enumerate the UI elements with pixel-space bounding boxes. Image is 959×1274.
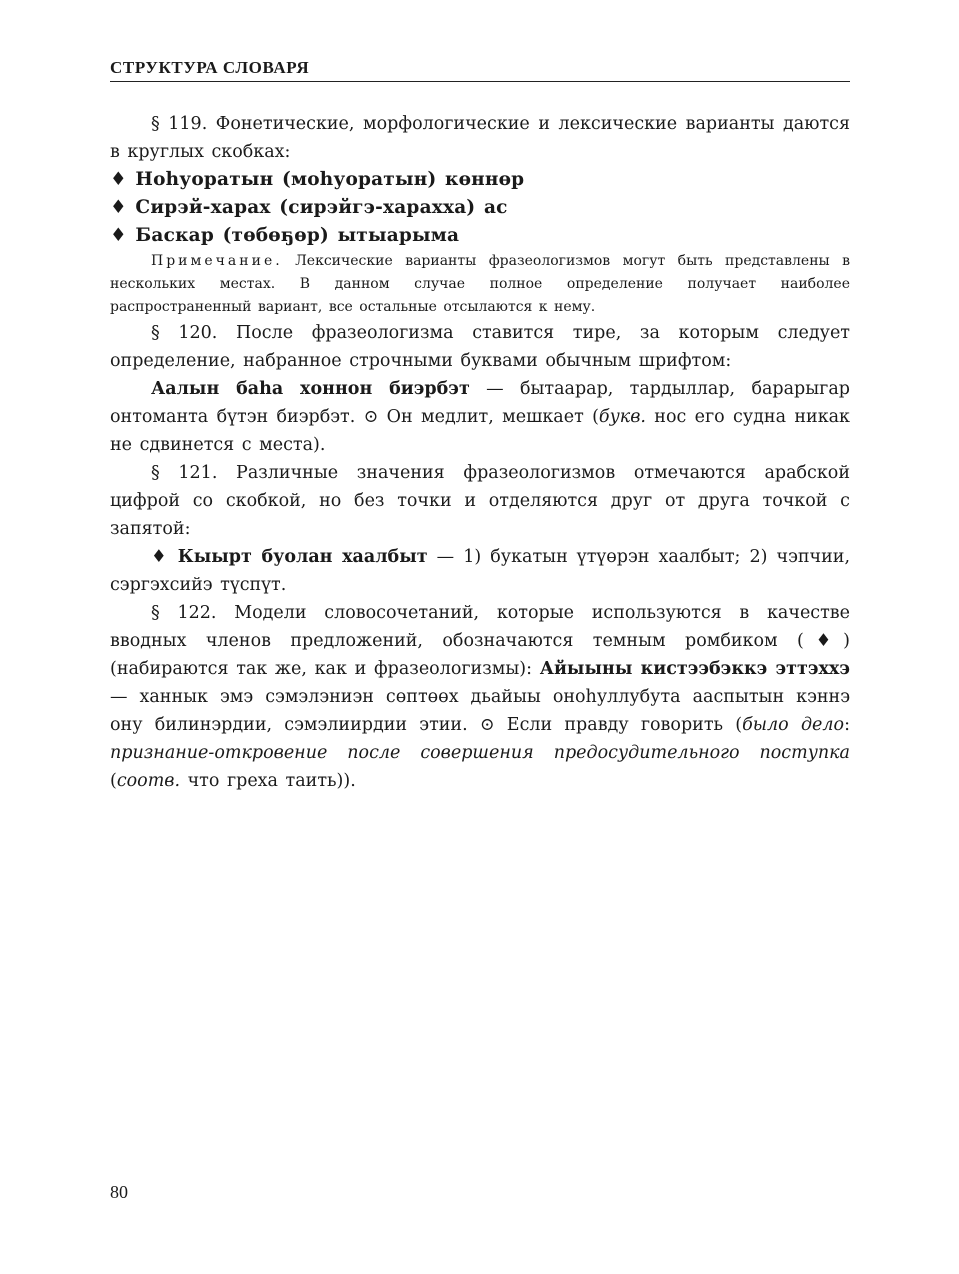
section-121-text: § 121. Различные значения фразеологизмов отмечаются арабской цифрой со скобкой, но без точки и отделяются друг от друга точкой с запятой: xyxy=(110,463,850,539)
section-121-example xyxy=(110,543,850,599)
phrase-headword: Айыыны кистээбэккэ эттэххэ xyxy=(539,659,850,679)
phrase-definition: — ханнык эмэ сэмэлэниэн сөптөөх дьайыы оноһуллубута ааспытын кэннэ ону билинэрдии, сэмэлиирдии этии. ⊙ Если правду говорить ( xyxy=(110,687,850,735)
section-119-text: § 119. Фонетические, морфологические и лексические варианты даются в круглых скобках: xyxy=(110,114,850,162)
section-120-example xyxy=(110,375,850,459)
italic-gloss: признание-откровение после совершения предосудительного поступка xyxy=(110,743,850,763)
text-fragment: : xyxy=(844,715,850,735)
phrase-headword: ♦ Кыырт буолан хаалбыт xyxy=(151,547,428,567)
note-label: Примечание. xyxy=(151,253,283,269)
page-number: 80 xyxy=(110,1182,128,1202)
section-122-text xyxy=(110,599,850,795)
italic-gloss: было дело xyxy=(742,715,845,735)
phrase-definition: — бытаарар, тардыллар, бaрарыгар онтоманта бүтэн биэрбэт. ⊙ Он медлит, мешкает ( xyxy=(110,379,850,427)
abbreviation: букв. xyxy=(598,407,646,427)
abbreviation: соотв. xyxy=(116,771,181,791)
running-header: СТРУКТУРА СЛОВАРЯ xyxy=(110,58,850,82)
example-line: ♦ Ноһуоратын (моһуоратын) көннөр xyxy=(110,169,525,190)
page-body xyxy=(110,110,850,795)
phrase-definition: — 1) букатын үтүөрэн хаалбыт; 2) чэпчии, сэргэхсийэ түспүт. xyxy=(110,547,851,595)
text-fragment: что греха таить)). xyxy=(180,771,356,791)
example-line: ♦ Баскар (төбөҕөр) ытыарыма xyxy=(110,225,460,246)
section-122-intro: § 122. Модели словосочетаний, которые используются в качестве вводных членов предложений, обозначаются темным ромбиком (♦) (набираются так же, как и фразеологизмы): xyxy=(110,603,850,679)
example-line: ♦ Сирэй-харах (сирэйгэ-харахха) ас xyxy=(110,197,508,218)
note-paragraph xyxy=(110,250,850,319)
text-fragment: ( xyxy=(110,771,117,791)
section-120-text: § 120. После фразеологизма ставится тире, за которым следует определение, набранное строчными буквами обычным шрифтом: xyxy=(110,323,850,371)
phrase-translation-tail: нос его судна никак не сдвинется с места). xyxy=(110,407,850,455)
phrase-headword: Аалын баһа хоннон биэрбэт xyxy=(151,379,470,399)
note-text: Лексические варианты фразеологизмов могут быть представлены в нескольких местах. В данном случае полное определение получает наиболее распространенный вариант, все остальные отсылаются к нему. xyxy=(110,253,850,315)
